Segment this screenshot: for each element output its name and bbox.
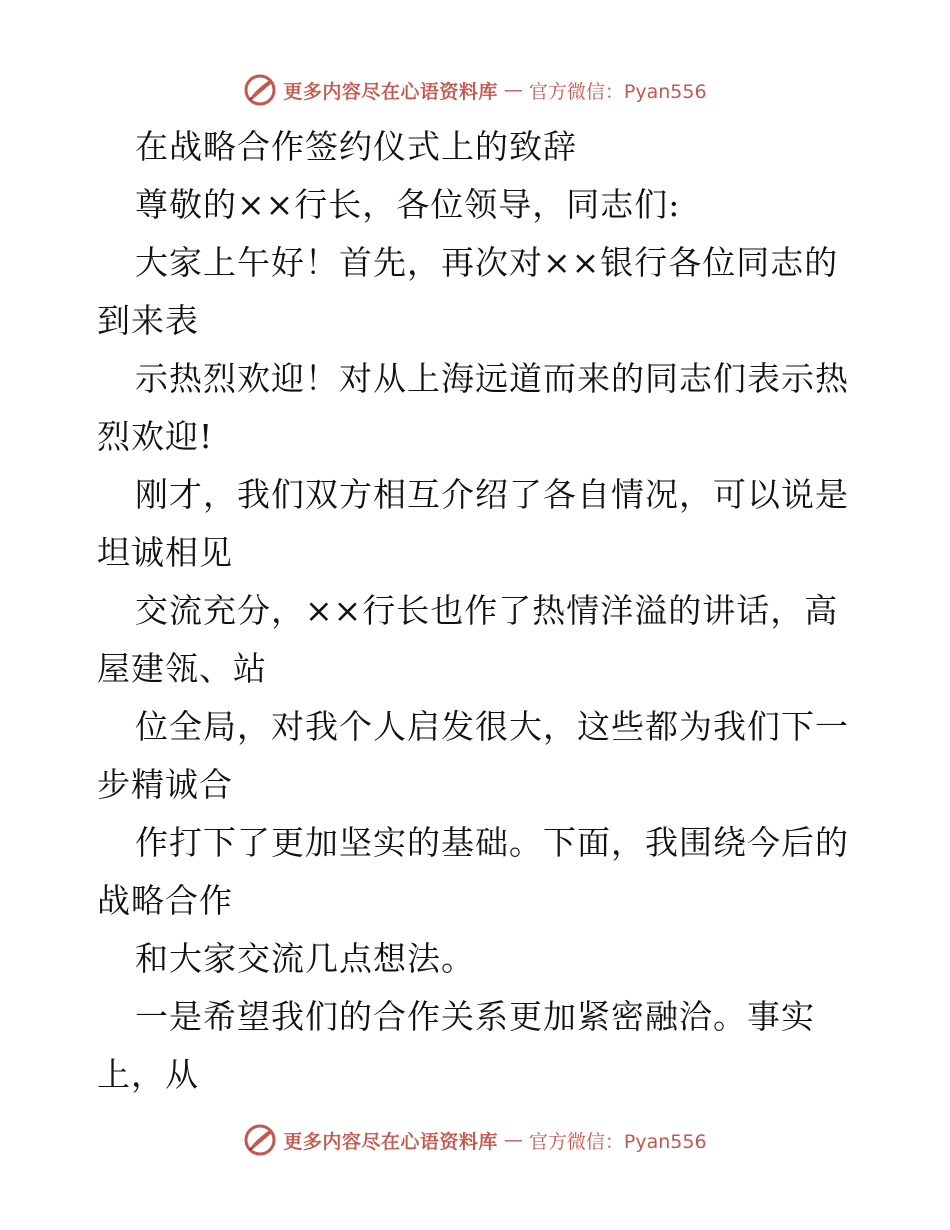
footer-banner-text: 更多内容尽在心语资料库 [283, 1130, 498, 1153]
paragraph-line: 到来表 [97, 301, 199, 340]
paragraph-line: 屋建瓴、站 [97, 649, 267, 688]
footer-banner-separator: — [503, 1129, 523, 1151]
footer-banner [0, 1120, 950, 1160]
paragraph-line: 位全局，对我个人启发很大，这些都为我们下一 [135, 707, 849, 746]
paragraph-line: 作打下了更加坚实的基础。下面，我围绕今后的 [135, 823, 849, 862]
paragraph-line: 和大家交流几点想法。 [135, 939, 475, 978]
paragraph-line: 步精诚合 [97, 765, 233, 804]
document-title: 在战略合作签约仪式上的致辞 [135, 127, 577, 166]
salutation: 尊敬的××行长，各位领导，同志们: [135, 185, 681, 224]
paragraph-line: 上，从 [97, 1055, 199, 1094]
header-banner-text: 更多内容尽在心语资料库 [283, 80, 498, 103]
header-banner-wechat: 官方微信：Pyan556 [528, 80, 707, 103]
paragraph-line: 一是希望我们的合作关系更加紧密融洽。事实 [135, 997, 815, 1036]
paragraph-line: 示热烈欢迎！对从上海远道而来的同志们表示热 [135, 359, 849, 398]
paragraph-line: 坦诚相见 [97, 533, 233, 572]
paragraph-line: 战略合作 [97, 881, 233, 920]
header-banner [0, 70, 950, 110]
document-body [97, 118, 857, 1104]
paragraph-line: 大家上午好！首先，再次对××银行各位同志的 [135, 243, 839, 282]
pen-logo-icon [243, 1123, 277, 1157]
paragraph-line: 交流充分，××行长也作了热情洋溢的讲话，高 [135, 591, 839, 630]
pen-logo-icon [243, 73, 277, 107]
header-banner-separator: — [503, 79, 523, 101]
footer-banner-wechat: 官方微信：Pyan556 [528, 1130, 707, 1153]
paragraph-line: 烈欢迎! [97, 417, 214, 456]
paragraph-line: 刚才，我们双方相互介绍了各自情况，可以说是 [135, 475, 849, 514]
